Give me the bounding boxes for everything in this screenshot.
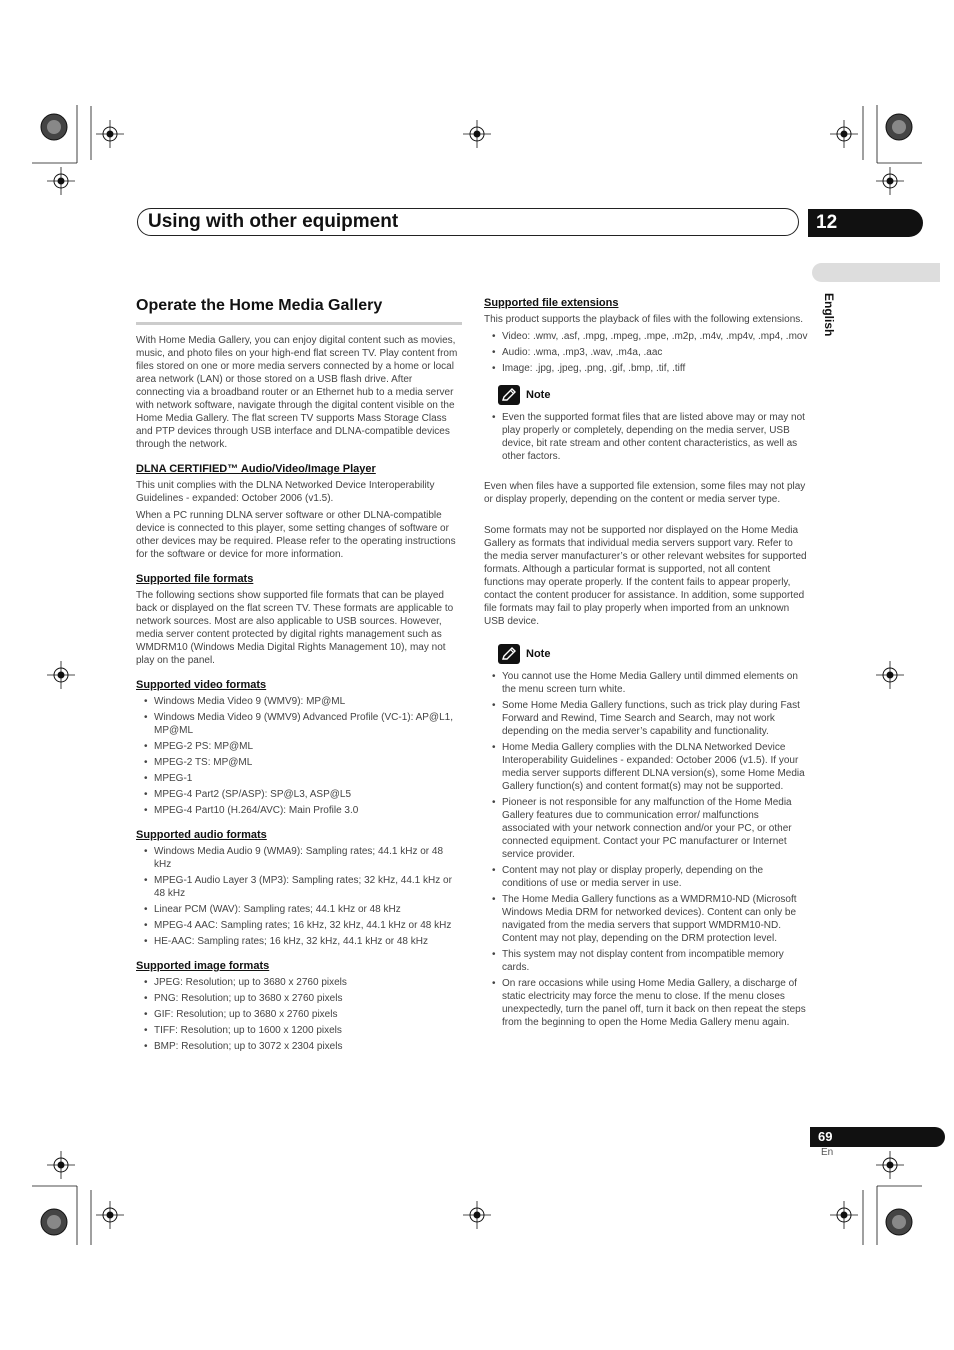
list-item: • JPEG: Resolution; up to 3680 x 2760 pixels [136,976,462,989]
file-extensions-list [484,330,808,375]
list-item: • Video: .wmv, .asf, .mpg, .mpeg, .mpe, .m2p, .m4v, .mp4v, .mp4, .mov [484,330,808,343]
note-label: Note [526,388,551,401]
language-tab [812,263,940,282]
language-text: English [822,293,836,337]
image-formats-heading: Supported image formats [136,960,270,972]
video-formats-heading: Supported video formats [136,679,267,691]
note-list-1 [484,411,808,463]
file-formats-paragraph: The following sections show supported file formats that can be played back or displayed on the flat screen TV. These formats are applicable to network sources. Most are also applicable to USB sources. However, media server content protected by digital rights management such as WMDRM10 (Windows Media Digital Rights Management 10), may not play on the panel. [136,590,454,666]
chapter-number-badge: 12 [808,209,923,237]
left-column [136,296,462,1056]
pencil-icon [498,644,520,664]
list-item: • GIF: Resolution; up to 3680 x 2760 pixels [136,1008,462,1021]
extension-caveat-paragraph: Even when files have a supported file extension, some files may not play or display properly, depending on the content or media server type. [484,481,806,505]
list-item: • The Home Media Gallery functions as a WMDRM10-ND (Microsoft Windows Media DRM for networked devices). Content can only be navigated from the media servers that support WMDRM10-ND. Content may not play, depending on the DRM protection level. [484,893,808,945]
dlna-paragraph-2: When a PC running DLNA server software or other DLNA-compatible device is connected to this player, some setting changes of software or other devices may be required. Please refer to the operating instructions for the software or device for more information. [136,510,456,560]
list-item: • MPEG-2 PS: MP@ML [136,740,462,753]
file-extensions-heading: Supported file extensions [484,297,619,309]
page-number-badge: 69 [810,1127,945,1147]
video-formats-list [136,695,462,817]
audio-formats-heading: Supported audio formats [136,829,267,841]
list-item: • Windows Media Video 9 (WMV9) Advanced Profile (VC-1): AP@L1, MP@ML [136,711,462,737]
list-item: • You cannot use the Home Media Gallery until dimmed elements on the menu screen turn white. [484,670,808,696]
list-item: • Windows Media Audio 9 (WMA9): Sampling rates; 44.1 kHz or 48 kHz [136,845,462,871]
list-item: • MPEG-4 Part10 (H.264/AVC): Main Profile 3.0 [136,804,462,817]
list-item: • PNG: Resolution; up to 3680 x 2760 pixels [136,992,462,1005]
list-item: • On rare occasions while using Home Media Gallery, a discharge of static electricity may force the menu to close. If the menu closes unexpectedly, turn the panel off, turn it back on then repeat the steps from the beginning to open the Home Media Gallery menu again. [484,977,808,1029]
intro-paragraph: With Home Media Gallery, you can enjoy digital content such as movies, music, and photo files on your high-end flat screen TV. Play content from files stored on one or more media servers connected by a home or local area network (LAN) or those stored on a USB flash drive. After connecting via a broadband router or an Ethernet hub to a media server with network software, navigate through the digital content visible on the Home Media Gallery. The flat screen TV supports Mass Storage Class and PTP devices through USB interface and DLNA-compatible devices through the network. [136,335,458,450]
language-label [818,293,838,353]
note-label: Note [526,647,551,660]
list-item: • MPEG-4 AAC: Sampling rates; 16 kHz, 32 kHz, 44.1 kHz or 48 kHz [136,919,462,932]
list-item: • MPEG-2 TS: MP@ML [136,756,462,769]
list-item: • Some Home Media Gallery functions, such as trick play during Fast Forward and Rewind, Time Search and Search, may not work depending on the media server’s capability and functionality. [484,699,808,738]
audio-formats-list [136,845,462,948]
note-list-2 [484,670,808,1029]
list-item: • Home Media Gallery complies with the DLNA Networked Device Interoperability Guidelines - expanded: October 2006 (v1.5). If your media server supports different DLNA version(s), some Home Media Gallery function(s) and content format(s) may not be supported. [484,741,808,793]
list-item: • Audio: .wma, .mp3, .wav, .m4a, .aac [484,346,808,359]
list-item: • Even the supported format files that are listed above may or may not play properly or completely, depending on the media server, USB device, bit rate stream and other content characteristics, as well as other factors. [484,411,808,463]
list-item: • Windows Media Video 9 (WMV9): MP@ML [136,695,462,708]
list-item: • BMP: Resolution; up to 3072 x 2304 pixels [136,1040,462,1053]
image-formats-list [136,976,462,1053]
section-title: Operate the Home Media Gallery [136,296,462,325]
list-item: • MPEG-1 Audio Layer 3 (MP3): Sampling rates; 32 kHz, 44.1 kHz or 48 kHz [136,874,462,900]
list-item: • Image: .jpg, .jpeg, .png, .gif, .bmp, .tif, .tiff [484,362,808,375]
list-item: • MPEG-4 Part2 (SP/ASP): SP@L3, ASP@L5 [136,788,462,801]
pencil-icon [498,385,520,405]
chapter-title: Using with other equipment [148,211,399,232]
right-column [484,296,808,1032]
page-language-code: En [821,1147,834,1158]
list-item: • This system may not display content from incompatible memory cards. [484,948,808,974]
note-header [498,385,808,405]
list-item: • TIFF: Resolution; up to 1600 x 1200 pixels [136,1024,462,1037]
file-extensions-paragraph: This product supports the playback of files with the following extensions. [484,314,804,325]
list-item: • Linear PCM (WAV): Sampling rates; 44.1 kHz or 48 kHz [136,903,462,916]
list-item: • HE-AAC: Sampling rates; 16 kHz, 32 kHz, 44.1 kHz or 48 kHz [136,935,462,948]
dlna-paragraph-1: This unit complies with the DLNA Networked Device Interoperability Guidelines - expanded: October 2006 (v1.5). [136,480,435,504]
file-formats-heading: Supported file formats [136,573,254,585]
note-header [498,644,808,664]
format-support-paragraph: Some formats may not be supported nor displayed on the Home Media Gallery as formats that individual media servers support vary. Refer to the media server manufacturer’s or other relevant websites for supported formats. Although a particular format is supported, not all content functions may operate properly. If the content fails to appear properly, contact the content producer for assistance. In addition, some supported file formats may fail to play properly when imported from an unknown USB device. [484,525,807,627]
list-item: • Content may not play or display properly, depending on the conditions of use or media server in use. [484,864,808,890]
list-item: • MPEG-1 [136,772,462,785]
dlna-heading: DLNA CERTIFIED™ Audio/Video/Image Player [136,463,376,475]
list-item: • Pioneer is not responsible for any malfunction of the Home Media Gallery features due to communication error/ malfunctions associated with your network connection and/or your PC, or other connected equipment. Contact your PC manufacturer or Internet service provider. [484,796,808,861]
